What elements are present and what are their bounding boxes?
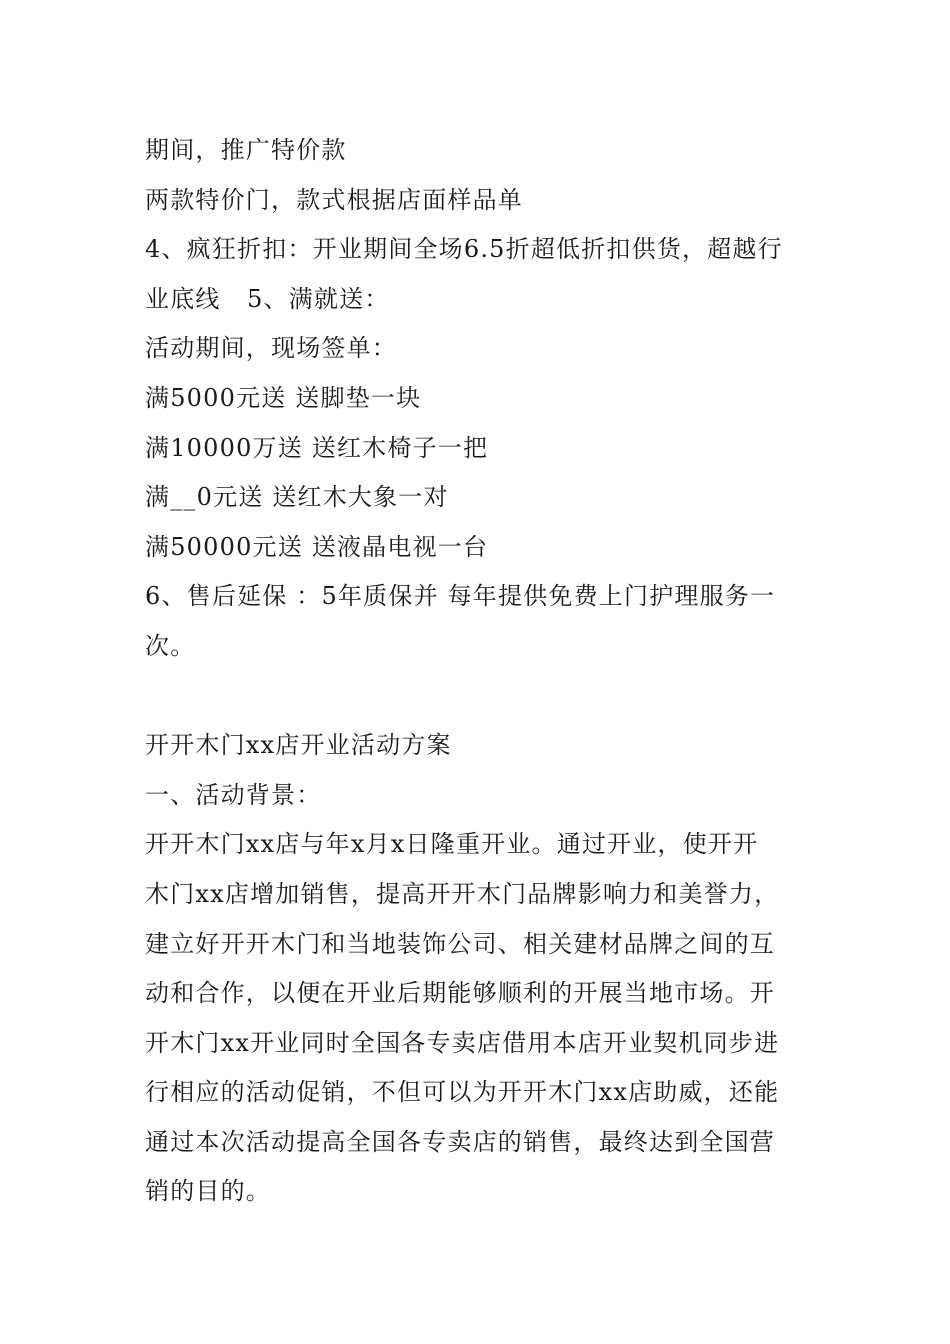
text-line: 满__0元送 送红木大象一对 bbox=[145, 483, 449, 512]
text-line: 满10000万送 送红木椅子一把 bbox=[145, 433, 489, 462]
document-body bbox=[145, 126, 815, 1217]
text-line: 满50000元送 送液晶电视一台 bbox=[145, 532, 489, 561]
text-line: 动和合作，以便在开业后期能够顺利的开展当地市场。开 bbox=[145, 979, 775, 1008]
text-line: 满5000元送 送脚垫一块 bbox=[145, 383, 422, 412]
text-line: 建立好开开木门和当地装饰公司、相关建材品牌之间的互 bbox=[145, 929, 775, 958]
text-line: 业底线 5、满就送： bbox=[145, 284, 390, 313]
text-line: 6、售后延保 ：5年质保并 每年提供免费上门护理服务一 bbox=[145, 582, 776, 611]
text-line: 行相应的活动促销，不但可以为开开木门xx店助威，还能 bbox=[145, 1078, 780, 1107]
text-line: 活动期间，现场签单： bbox=[145, 334, 397, 363]
text-line: 开木门xx开业同时全国各专卖店借用本店开业契机同步进 bbox=[145, 1028, 780, 1057]
text-line: 两款特价门，款式根据店面样品单 bbox=[145, 185, 523, 214]
section-title: 开开木门xx店开业活动方案 bbox=[145, 731, 452, 760]
text-line: 开开木门xx店与年x月x日隆重开业。通过开业，使开开 bbox=[145, 830, 759, 859]
section-heading: 一、活动背景： bbox=[145, 780, 322, 809]
text-line: 销的目的。 bbox=[145, 1177, 271, 1206]
paragraph-gap bbox=[145, 672, 815, 722]
text-line: 次。 bbox=[145, 631, 196, 660]
text-line: 4、疯狂折扣：开业期间全场6.5折超低折扣供货，超越行 bbox=[145, 235, 783, 264]
text-line: 期间，推广特价款 bbox=[145, 136, 347, 164]
text-line: 木门xx店增加销售，提高开开木门品牌影响力和美誉力， bbox=[145, 879, 780, 908]
text-line: 通过本次活动提高全国各专卖店的销售，最终达到全国营 bbox=[145, 1127, 775, 1156]
